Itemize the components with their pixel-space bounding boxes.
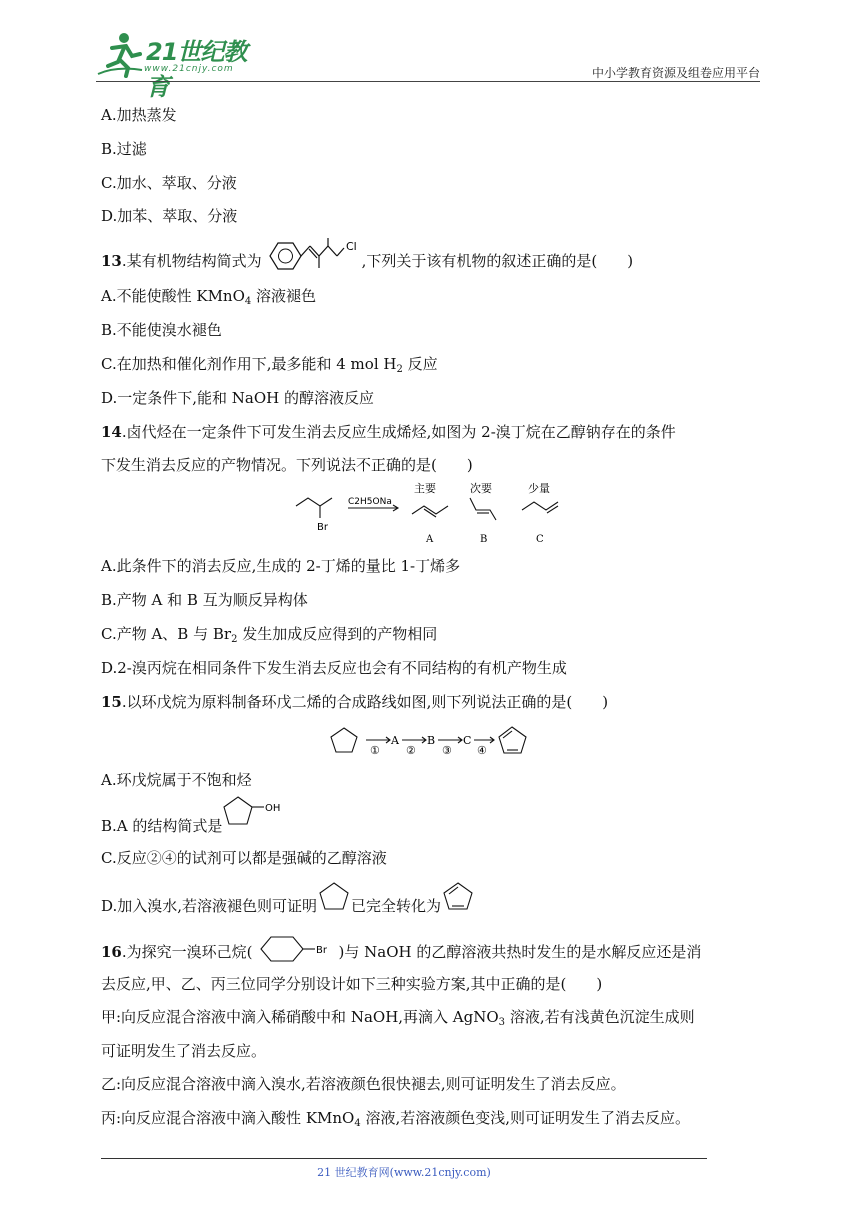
q12-option-b: B.过滤 bbox=[101, 140, 147, 158]
q12-option-d: D.加苯、萃取、分液 bbox=[101, 207, 238, 225]
q16-plan-yi: 乙:向反应混合溶液中滴入溴水,若溶液颜色很快褪去,则可证明发生了消去反应。 bbox=[101, 1075, 626, 1093]
q14-stem-line1: 14.卤代烃在一定条件下可发生消去反应生成烯烃,如图为 2-溴丁烷在乙醇钠存在的条件 bbox=[101, 423, 676, 441]
step-3-label: ③ bbox=[442, 744, 452, 757]
question-number: 15 bbox=[101, 693, 122, 711]
q14-option-c: C.产物 A、B 与 $Br_2$ 发生加成反应得到的产物相同 bbox=[101, 625, 438, 645]
bromocyclohexane-structure bbox=[253, 934, 339, 964]
header-platform-text: 中小学教育资源及组卷应用平台 bbox=[591, 66, 760, 80]
q14-option-b: B.产物 A 和 B 互为顺反异构体 bbox=[101, 591, 308, 609]
product-c-label: C bbox=[536, 534, 544, 545]
q14-option-d: D.2-溴丙烷在相同条件下发生消去反应也会有不同结构的有机产物生成 bbox=[101, 659, 567, 677]
q13-option-d: D.一定条件下,能和 NaOH 的醇溶液反应 bbox=[101, 389, 375, 407]
runner-logo-icon bbox=[96, 30, 146, 78]
footer-link[interactable]: 21 世纪教育网(www.21cnjy.com) bbox=[317, 1166, 491, 1179]
q13-option-a: A.不能使酸性 KMnO$_4$ 溶液褪色 bbox=[101, 287, 317, 307]
chlorine-label: Cl bbox=[345, 240, 357, 253]
product-b-label: B bbox=[480, 534, 488, 545]
q16-plan-jia-line1: 甲:向反应混合溶液中滴入稀硝酸中和 NaOH,再滴入 AgNO$_3$ 溶液,若有浅黄色沉淀生成则 bbox=[101, 1008, 695, 1028]
q14-reaction-scheme bbox=[290, 480, 580, 548]
q15-option-c: C.反应②④的试剂可以都是强碱的乙醇溶液 bbox=[101, 849, 387, 867]
cyclopentadiene-structure bbox=[441, 881, 475, 913]
q15-option-a: A.环戊烷属于不饱和烃 bbox=[101, 771, 252, 789]
q13-stem-pre: .某有机物结构简式为 bbox=[121, 252, 262, 270]
little-label: 少量 bbox=[528, 482, 550, 495]
q16-plan-jia-line2: 可证明发生了消去反应。 bbox=[101, 1042, 267, 1060]
q12-option-c: C.加水、萃取、分液 bbox=[101, 174, 237, 192]
intermediate-a: A bbox=[391, 734, 399, 747]
q14-stem-line2: 下发生消去反应的产物情况。下列说法不正确的是( ) bbox=[101, 456, 473, 474]
q13-stem-post: ,下列关于该有机物的叙述正确的是( ) bbox=[361, 252, 634, 270]
q15-option-b: B.A 的结构简式是 OH bbox=[101, 816, 288, 836]
cyclopentane-structure bbox=[317, 881, 351, 913]
q15-option-d: D.加入溴水,若溶液褪色则可证明 已完全转化为 bbox=[101, 896, 475, 916]
question-number: 14 bbox=[101, 423, 122, 441]
question-number: 13 bbox=[101, 252, 122, 270]
bromine-label: Br bbox=[315, 945, 327, 956]
minor-label: 次要 bbox=[470, 482, 492, 495]
product-a-label: A bbox=[426, 534, 434, 545]
q16-plan-bing: 丙:向反应混合溶液中滴入酸性 KMnO$_4$ 溶液,若溶液颜色变浅,则可证明发生了消去反应。 bbox=[101, 1109, 691, 1129]
bromine-label: Br bbox=[317, 522, 328, 533]
q16-stem-line2: 去反应,甲、乙、丙三位同学分别设计如下三种实验方案,其中正确的是( ) bbox=[101, 975, 603, 993]
q13-stem bbox=[101, 240, 634, 274]
cyclopentanol-structure bbox=[222, 794, 288, 834]
logo-text: 21世纪教育 bbox=[146, 38, 247, 101]
intermediate-c: C bbox=[463, 734, 472, 747]
major-label: 主要 bbox=[414, 482, 436, 495]
hydroxyl-label: OH bbox=[265, 803, 281, 814]
intermediate-b: B bbox=[427, 734, 436, 747]
q15-synthesis-route bbox=[328, 722, 533, 762]
q13-option-b: B.不能使溴水褪色 bbox=[101, 321, 222, 339]
header-divider bbox=[96, 81, 760, 82]
page-header bbox=[96, 30, 760, 101]
q12-option-a: A.加热蒸发 bbox=[101, 106, 177, 124]
q16-stem-line1: 16.为探究一溴环己烷( Br )与 NaOH 的乙醇溶液共热时发生的是水解反应还是消 bbox=[101, 942, 701, 964]
logo-url: www.21cnjy.com bbox=[144, 64, 234, 74]
footer-divider bbox=[101, 1158, 707, 1159]
site-logo[interactable] bbox=[96, 30, 266, 101]
step-1-label: ① bbox=[370, 744, 380, 757]
step-2-label: ② bbox=[406, 744, 416, 757]
q14-option-a: A.此条件下的消去反应,生成的 2-丁烯的量比 1-丁烯多 bbox=[101, 557, 461, 575]
step-4-label: ④ bbox=[477, 744, 487, 757]
q13-option-c: C.在加热和催化剂作用下,最多能和 4 mol $H_2$ 反应 bbox=[101, 355, 438, 375]
q15-stem: 15.以环戊烷为原料制备环戊二烯的合成路线如图,则下列说法正确的是( ) bbox=[101, 693, 609, 711]
question-number: 16 bbox=[101, 943, 122, 961]
q13-structure-diagram bbox=[262, 238, 362, 274]
reagent-label: C2H5ONa bbox=[348, 497, 392, 507]
